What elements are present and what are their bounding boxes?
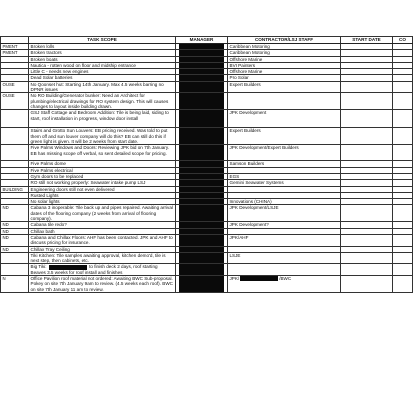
manager-redaction [179,247,224,252]
row-contractor-cell: Offshore Marine [228,69,341,75]
row-start-date-cell [341,145,393,161]
row-contractor-cell: JPK Development/LSJE [228,205,341,222]
row-area-cell [1,145,29,161]
row-start-date-cell [341,81,393,93]
manager-redaction [179,264,224,275]
row-task-cell: Chillax bath [29,228,176,234]
row-manager-cell [176,93,228,110]
row-task-cell: Broken tractors [29,50,176,56]
table-row [1,234,413,246]
manager-redaction [179,168,224,173]
row-task-cell: Cabana and Chillax Floors: AHF has been contacted. JPK and AHF to discuss pricing for insurance. [29,234,176,246]
manager-redaction [179,180,224,185]
row-co-cell [393,205,413,222]
row-contractor-cell [228,264,341,276]
manager-redaction [179,205,224,221]
row-manager-cell [176,205,228,222]
manager-redaction [179,174,224,179]
table-header-row [1,37,413,44]
row-area-cell [1,264,29,276]
manager-redaction [179,110,224,127]
row-area-cell [1,128,29,145]
manager-redaction [179,199,224,204]
row-task-cell: Big Tiki: to finish deck 2 days, roof starting Beaves 3.5 weeks for roof install and finishes [29,264,176,276]
row-contractor-cell: Samson Builders [228,161,341,167]
manager-redaction [179,193,224,198]
row-task-cell: Broken boats [29,56,176,62]
row-task-cell: Stairs and Grotto Sun Louvers: EB pricing received. Was told to put them off and sun louver company will do this? EB can still do this if green light is given. It will be 2 weeks from start date. [29,128,176,145]
row-start-date-cell [341,110,393,128]
row-area-cell: ND [1,246,29,252]
row-task-cell: Five Palms electrical [29,167,176,173]
row-manager-cell [176,110,228,128]
row-start-date-cell [341,93,393,110]
row-co-cell [393,264,413,276]
row-task-cell: Five Palms dome [29,161,176,167]
row-task-cell: No Qoonset hut: Starting 14th January. Max 4.5 weeks barring no DPNR issues [29,81,176,93]
row-contractor-cell: JPK/AHF [228,234,341,246]
row-area-cell: OUSE [1,93,29,110]
header-area [1,37,29,44]
row-task-cell: Cabana 3 inoperable: Tile back up and pipes repaired. Awaiting arrival dates of the flooring company (2 weeks from arrival of flooring company). [29,205,176,222]
row-manager-cell [176,276,228,293]
row-manager-cell [176,264,228,276]
row-task-cell: RO still not working properly: Seawater intake pump LSJ [29,180,176,186]
manager-redaction [179,276,224,292]
row-contractor-cell: JPK Development? [228,222,341,228]
row-co-cell [393,81,413,93]
table-row [1,276,413,293]
row-co-cell [393,145,413,161]
table-row [1,205,413,222]
header-start-date: START DATE [341,37,393,44]
manager-redaction [179,69,224,74]
row-manager-cell [176,81,228,93]
header-manager: MANAGER [176,37,228,44]
manager-redaction [179,63,224,68]
manager-redaction [179,50,224,55]
manager-redaction [179,128,224,144]
row-task-cell: Office Pavilion roof material not ordered: Awaiting BWC Sub-proposal. Pokey on site 7th January 9am to review. (4.5 weeks each roof). BWC on site 7th January 11 am to review. [29,276,176,293]
manager-redaction [179,229,224,234]
row-co-cell [393,252,413,264]
row-task-cell: GSJ Staff Cottage and Bedroom Addition: Tile is being laid, siding to start, roof installation in progress, window door install [29,110,176,128]
row-contractor-cell: Caribbean Motoring [228,44,341,50]
table-row [1,145,413,161]
row-task-cell: No solar lights [29,199,176,205]
row-task-cell: Dead Solar batteries [29,75,176,81]
row-area-cell: PMENT [1,50,29,56]
row-task-cell: Five Palms Windows and Doors: Reviewing JPK bid on 7th January. EB has missing scope off verbal, so sent detailed scope for pricing. [29,145,176,161]
row-start-date-cell [341,276,393,293]
row-area-cell [1,252,29,264]
manager-redaction [179,161,224,166]
row-contractor-cell [228,93,341,110]
row-start-date-cell [341,264,393,276]
row-contractor-cell: Pro Solar [228,75,341,81]
row-co-cell [393,276,413,293]
row-start-date-cell [341,205,393,222]
row-start-date-cell [341,252,393,264]
row-contractor-cell: Expert Builders [228,81,341,93]
manager-redaction [179,222,224,227]
header-contractor: CONTRACTOR/LSJ STAFF [228,37,341,44]
row-co-cell [393,93,413,110]
row-manager-cell [176,252,228,264]
row-contractor-cell: Caribbean Motoring [228,50,341,56]
row-contractor-cell: Offshore Marine [228,56,341,62]
row-area-cell: ND [1,234,29,246]
row-co-cell [393,110,413,128]
manager-redaction [179,235,224,246]
row-co-cell [393,128,413,145]
manager-redaction [179,253,224,264]
row-area-cell: BUILDING [1,186,29,192]
manager-redaction [179,75,224,80]
row-task-cell: Chillax Tray Ceiling [29,246,176,252]
row-start-date-cell [341,234,393,246]
row-contractor-cell: JPK Development/Expert Builders [228,145,341,161]
header-task-scope: TASK SCOPE [29,37,176,44]
row-contractor-cell: Gemini Seawater Systems [228,180,341,186]
row-contractor-cell: LSJE [228,252,341,264]
table-row [1,110,413,128]
manager-redaction [179,145,224,160]
row-task-cell: No RO Building/Generator bunker: Need an Architect for plumbing/electrical drawings for RO system design. This will causes changes to layout inside building drawn. [29,93,176,110]
row-area-cell: OUSE [1,81,29,93]
table-row [1,128,413,145]
header-co: CO [393,37,413,44]
row-contractor-cell: JPK/ /BWC [228,276,341,293]
row-area-cell: ND [1,205,29,222]
redaction-bar [49,265,87,270]
manager-redaction [179,44,224,49]
row-contractor-cell: BVI Painters [228,62,341,68]
row-task-cell: Gym doors to be replaced [29,173,176,179]
row-task-cell: Rusted Lights [29,192,176,198]
row-contractor-cell: JPK Development [228,110,341,128]
task-scope-table [0,36,413,293]
manager-redaction [179,57,224,62]
manager-redaction [179,93,224,109]
row-task-cell: Cabana tile redo? [29,222,176,228]
row-area-cell: ND [1,222,29,228]
row-co-cell [393,234,413,246]
table-row [1,252,413,264]
table-row [1,93,413,110]
row-manager-cell [176,234,228,246]
row-area-cell: PMENT [1,44,29,50]
table-row [1,81,413,93]
row-task-cell: Nautica - rotten wood on floor and midship entrance [29,62,176,68]
row-contractor-cell: Innovations (CHINA) [228,199,341,205]
row-contractor-cell: Expert Builders [228,128,341,145]
row-task-cell: Engineering doors still not even delivered [29,186,176,192]
table-row [1,264,413,276]
row-contractor-cell: EGS [228,173,341,179]
row-manager-cell [176,145,228,161]
row-task-cell: Little C - needs new engines [29,69,176,75]
manager-redaction [179,187,224,192]
row-manager-cell [176,128,228,145]
row-start-date-cell [341,128,393,145]
row-area-cell: ND [1,228,29,234]
row-task-cell: Broken lolls [29,44,176,50]
row-area-cell: N [1,276,29,293]
manager-redaction [179,82,224,93]
row-task-cell: Tiki Kitchen: Tile samples awaiting approval, kitchen demo'd, tile is next step, then cabinets, etc. [29,252,176,264]
redaction-bar [240,276,278,281]
row-area-cell [1,110,29,128]
table-body [1,44,413,293]
